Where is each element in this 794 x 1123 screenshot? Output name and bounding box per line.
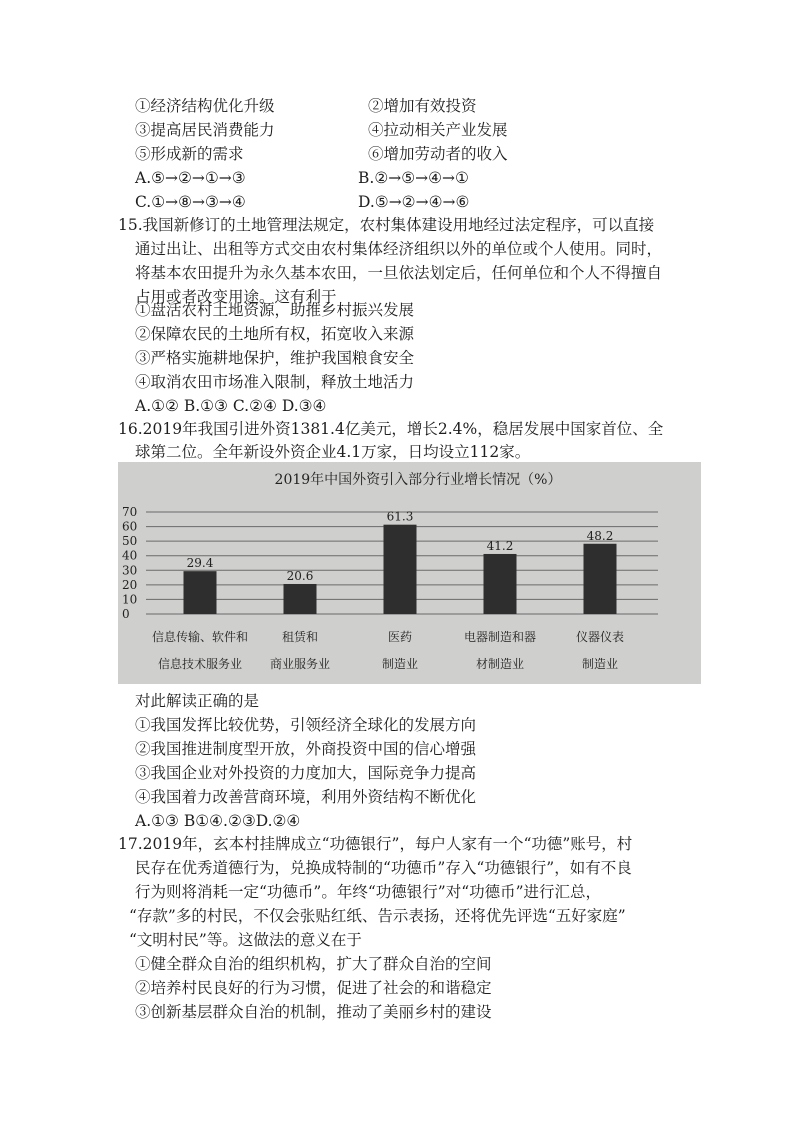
chart-y-tick-label: 20 <box>122 577 138 592</box>
chart-category-label: 信息传输、软件和 <box>151 630 249 644</box>
chart-value-label: 61.3 <box>386 509 414 524</box>
chart-y-tick-label: 30 <box>122 563 138 578</box>
q14-item-4: ④拉动相关产业发展 <box>368 121 508 139</box>
q16-item: ①我国发挥比较优势，引领经济全球化的发展方向 <box>135 716 477 734</box>
chart-value-label: 48.2 <box>586 528 614 543</box>
chart-category-label: 材制造业 <box>475 657 525 671</box>
q16-item: ②我国推进制度型开放，外商投资中国的信心增强 <box>135 740 477 758</box>
q14-option-d: D.⑤→②→④→⑥ <box>358 193 470 211</box>
chart-y-tick-label: 10 <box>122 592 138 607</box>
q16-stem-line: 球第二位。全年新设外资企业4.1万家，日均设立112家。 <box>135 443 531 461</box>
chart-y-tick-label: 50 <box>122 534 138 549</box>
q17-stem-line: 行为则将消耗一定“功德币”。年终“功德银行”对“功德币”进行汇总， <box>135 883 602 901</box>
q17-stem-line: 民存在优秀道德行为，兑换成特制的“功德币”存入“功德银行”，如有不良 <box>135 859 632 877</box>
bar-chart-svg <box>118 462 701 684</box>
q14-option-c: C.①→⑧→③→④ <box>135 193 246 211</box>
q14-item-2: ②增加有效投资 <box>368 97 477 115</box>
chart-category-label: 制造业 <box>381 657 419 671</box>
q17-stem-line: “存款”多的村民，不仅会张贴红纸、告示表扬，还将优先评选“五好家庭” <box>129 907 626 925</box>
q16-stem-line: 16.2019年我国引进外资1381.4亿美元，增长2.4%，稳居发展中国家首位、全 <box>118 420 664 438</box>
chart-y-tick-label: 0 <box>122 607 130 621</box>
chart-value-label: 20.6 <box>286 568 314 583</box>
chart-bar <box>484 554 517 614</box>
q14-item-3: ③提高居民消费能力 <box>135 121 275 139</box>
q14-item-6: ⑥增加劳动者的收入 <box>368 145 508 163</box>
chart-category-label: 商业服务业 <box>269 657 331 671</box>
q14-option-b: B.②→⑤→④→① <box>358 169 469 187</box>
chart-category-label: 制造业 <box>581 657 619 671</box>
chart-bar <box>184 571 217 614</box>
q14-item-1: ①经济结构优化升级 <box>135 97 275 115</box>
chart-title: 2019年中国外资引入部分行业增长情况（%） <box>274 472 562 488</box>
chart-category-label: 租赁和 <box>281 630 319 644</box>
chart-value-label: 29.4 <box>186 556 214 571</box>
q17-item: ③创新基层群众自治的机制，推动了美丽乡村的建设 <box>135 1003 492 1021</box>
q15-item: ③严格实施耕地保护，维护我国粮食安全 <box>135 349 415 367</box>
chart-bar <box>284 584 317 614</box>
chart-value-label: 41.2 <box>486 538 514 553</box>
chart-bar <box>384 525 417 614</box>
chart-category-label: 信息技术服务业 <box>157 657 243 671</box>
chart-bars <box>184 525 617 614</box>
q14-option-a: A.⑤→②→①→③ <box>135 169 246 187</box>
q17-item: ①健全群众自治的组织机构，扩大了群众自治的空间 <box>135 955 492 973</box>
q15-item: ②保障农民的土地所有权，拓宽收入来源 <box>135 325 415 343</box>
q14-item-5: ⑤形成新的需求 <box>135 145 244 163</box>
q16-item: ③我国企业对外投资的力度加大，国际竞争力提高 <box>135 764 477 782</box>
chart-category-label: 仪器仪表 <box>575 630 625 644</box>
q15-item: ④取消农田市场准入限制，释放土地活力 <box>135 373 415 391</box>
chart-category-labels <box>152 629 624 671</box>
chart-y-tick-label: 60 <box>122 519 138 534</box>
q16-lead: 对此解读正确的是 <box>135 692 260 710</box>
q15-item: ①盘活农村土地资源，助推乡村振兴发展 <box>135 301 415 319</box>
q15-stem-line: 占用或者改变用途。这有利于 <box>135 288 337 306</box>
chart-category-label: 电器制造和器 <box>463 630 537 644</box>
chart-y-tick-label: 40 <box>122 548 138 563</box>
q15-stem-line: 将基本农田提升为永久基本农田，一旦依法划定后，任何单位和个人不得擅自 <box>135 264 663 282</box>
q16-item: ④我国着力改善营商环境，利用外资结构不断优化 <box>135 788 477 806</box>
q15-stem-line: 15.我国新修订的土地管理法规定，农村集体建设用地经过法定程序，可以直接 <box>118 216 655 234</box>
chart-y-tick-label: 70 <box>122 505 138 519</box>
q17-item: ②培养村民良好的行为习惯，促进了社会的和谐稳定 <box>135 979 492 997</box>
chart-category-label: 医药 <box>387 630 413 644</box>
q15-options: A.①② B.①③ C.②④ D.③④ <box>135 397 327 415</box>
chart-y-ticks <box>122 505 137 621</box>
chart-bar <box>584 544 617 614</box>
q16-options: A.①③ B①④.②③D.②④ <box>135 812 301 830</box>
q15-stem-line: 通过出让、出租等方式交由农村集体经济组织以外的单位或个人使用。同时， <box>135 240 663 258</box>
q17-stem-line: 17.2019年，玄本村挂牌成立“功德银行”，每户人家有一个“功德”账号，村 <box>118 835 633 853</box>
bar-chart <box>118 462 701 684</box>
q17-stem-line: “文明村民”等。这做法的意义在于 <box>129 931 362 949</box>
